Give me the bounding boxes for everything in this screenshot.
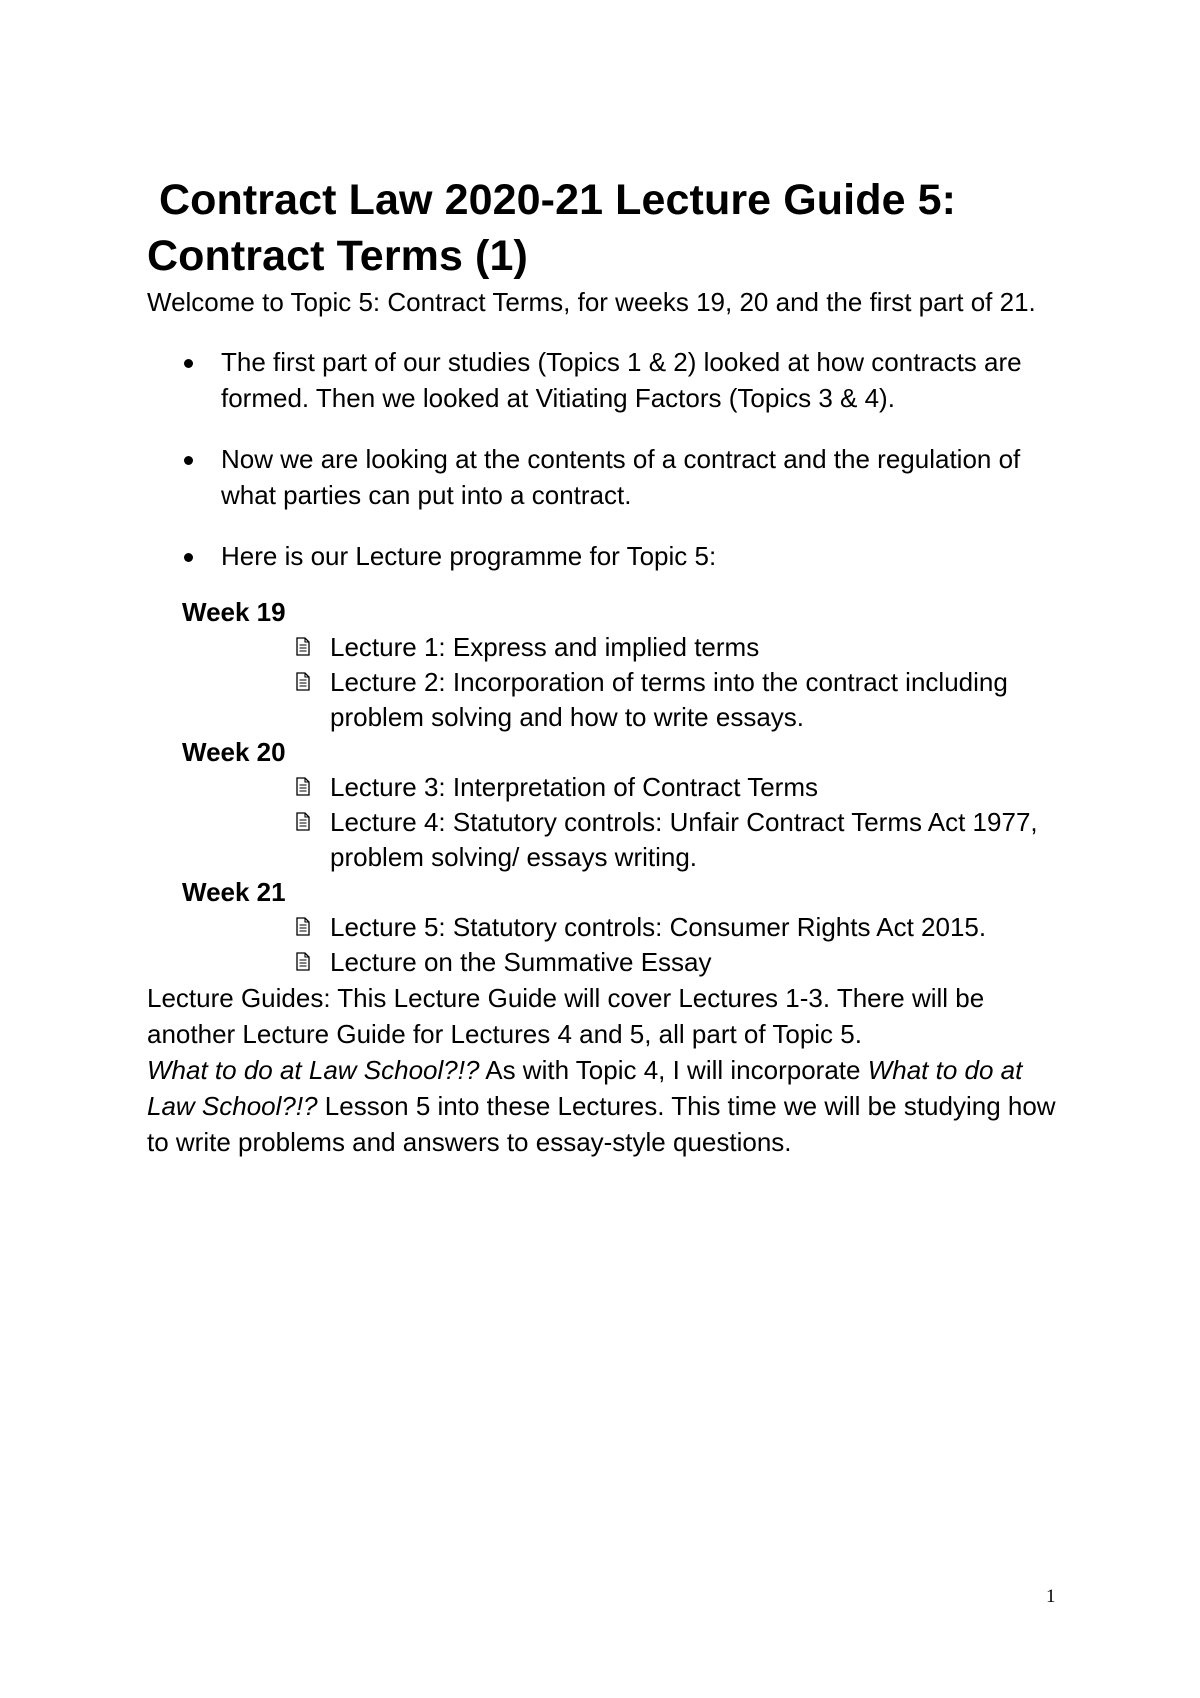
bullet-item xyxy=(147,538,1067,574)
what-to-do-paragraph xyxy=(147,1052,1067,1160)
lecture-item xyxy=(147,910,1067,945)
italic-phrase: What to do at Law School?!? xyxy=(147,1055,1023,1121)
bullet-item xyxy=(147,344,1067,416)
lecture-item xyxy=(147,665,1067,735)
bullet-item xyxy=(147,441,1067,513)
lecture-text: Lecture 4: Statutory controls: Unfair Contract Terms Act 1977, problem solving/ essays writing. xyxy=(330,807,1038,872)
document-icon xyxy=(296,812,310,831)
lecture-item xyxy=(147,805,1067,875)
page-title xyxy=(147,172,1067,284)
bullet-list xyxy=(147,344,1067,574)
bullet-text: The first part of our studies (Topics 1 & 2) looked at how contracts are formed. Then we looked at Vitiating Factors (Topics 3 & 4). xyxy=(221,347,1022,413)
bullet-text: Here is our Lecture programme for Topic 5: xyxy=(221,541,717,571)
document-content xyxy=(147,172,1067,1160)
lecture-text: Lecture 3: Interpretation of Contract Terms xyxy=(330,772,818,802)
lecture-text: Lecture 2: Incorporation of terms into the contract including problem solving and how to write essays. xyxy=(330,667,1008,732)
document-icon xyxy=(296,917,310,936)
lecture-list xyxy=(147,630,1067,735)
lecture-item xyxy=(147,945,1067,980)
bullet-dot-icon xyxy=(184,359,193,368)
lecture-text: Lecture 1: Express and implied terms xyxy=(330,632,760,662)
week-heading: Week 21 xyxy=(182,877,286,907)
bullet-dot-icon xyxy=(184,553,193,562)
italic-phrase: What to do at Law School?!? xyxy=(147,1055,480,1085)
document-icon xyxy=(296,637,310,656)
bullet-dot-icon xyxy=(184,456,193,465)
paragraph-text: As with Topic 4, I will incorporate xyxy=(479,1055,868,1085)
lecture-list xyxy=(147,910,1067,980)
lecture-list xyxy=(147,770,1067,875)
intro-paragraph: Welcome to Topic 5: Contract Terms, for weeks 19, 20 and the first part of 21. xyxy=(147,287,1036,317)
paragraph-text: Lesson 5 into these Lectures. This time we will be studying how to write problems and answers to essay-style questions. xyxy=(147,1091,1056,1157)
lecture-guides-paragraph: Lecture Guides: This Lecture Guide will cover Lectures 1-3. There will be another Lecture Guide for Lectures 4 and 5, all part of Topic 5. xyxy=(147,983,985,1049)
document-icon xyxy=(296,672,310,691)
week-heading: Week 20 xyxy=(182,737,286,767)
page-number: 1 xyxy=(1046,1586,1056,1607)
bullet-text: Now we are looking at the contents of a contract and the regulation of what parties can put into a contract. xyxy=(221,444,1021,510)
lecture-item xyxy=(147,770,1067,805)
week-heading: Week 19 xyxy=(182,597,286,627)
document-icon xyxy=(296,952,310,971)
lecture-text: Lecture on the Summative Essay xyxy=(330,947,712,977)
title-line-1: Contract Law 2020-21 Lecture Guide 5: xyxy=(159,176,957,224)
lecture-item xyxy=(147,630,1067,665)
title-line-2: Contract Terms (1) xyxy=(147,232,528,280)
lecture-text: Lecture 5: Statutory controls: Consumer Rights Act 2015. xyxy=(330,912,987,942)
document-icon xyxy=(296,777,310,796)
lecture-schedule xyxy=(147,595,1067,980)
